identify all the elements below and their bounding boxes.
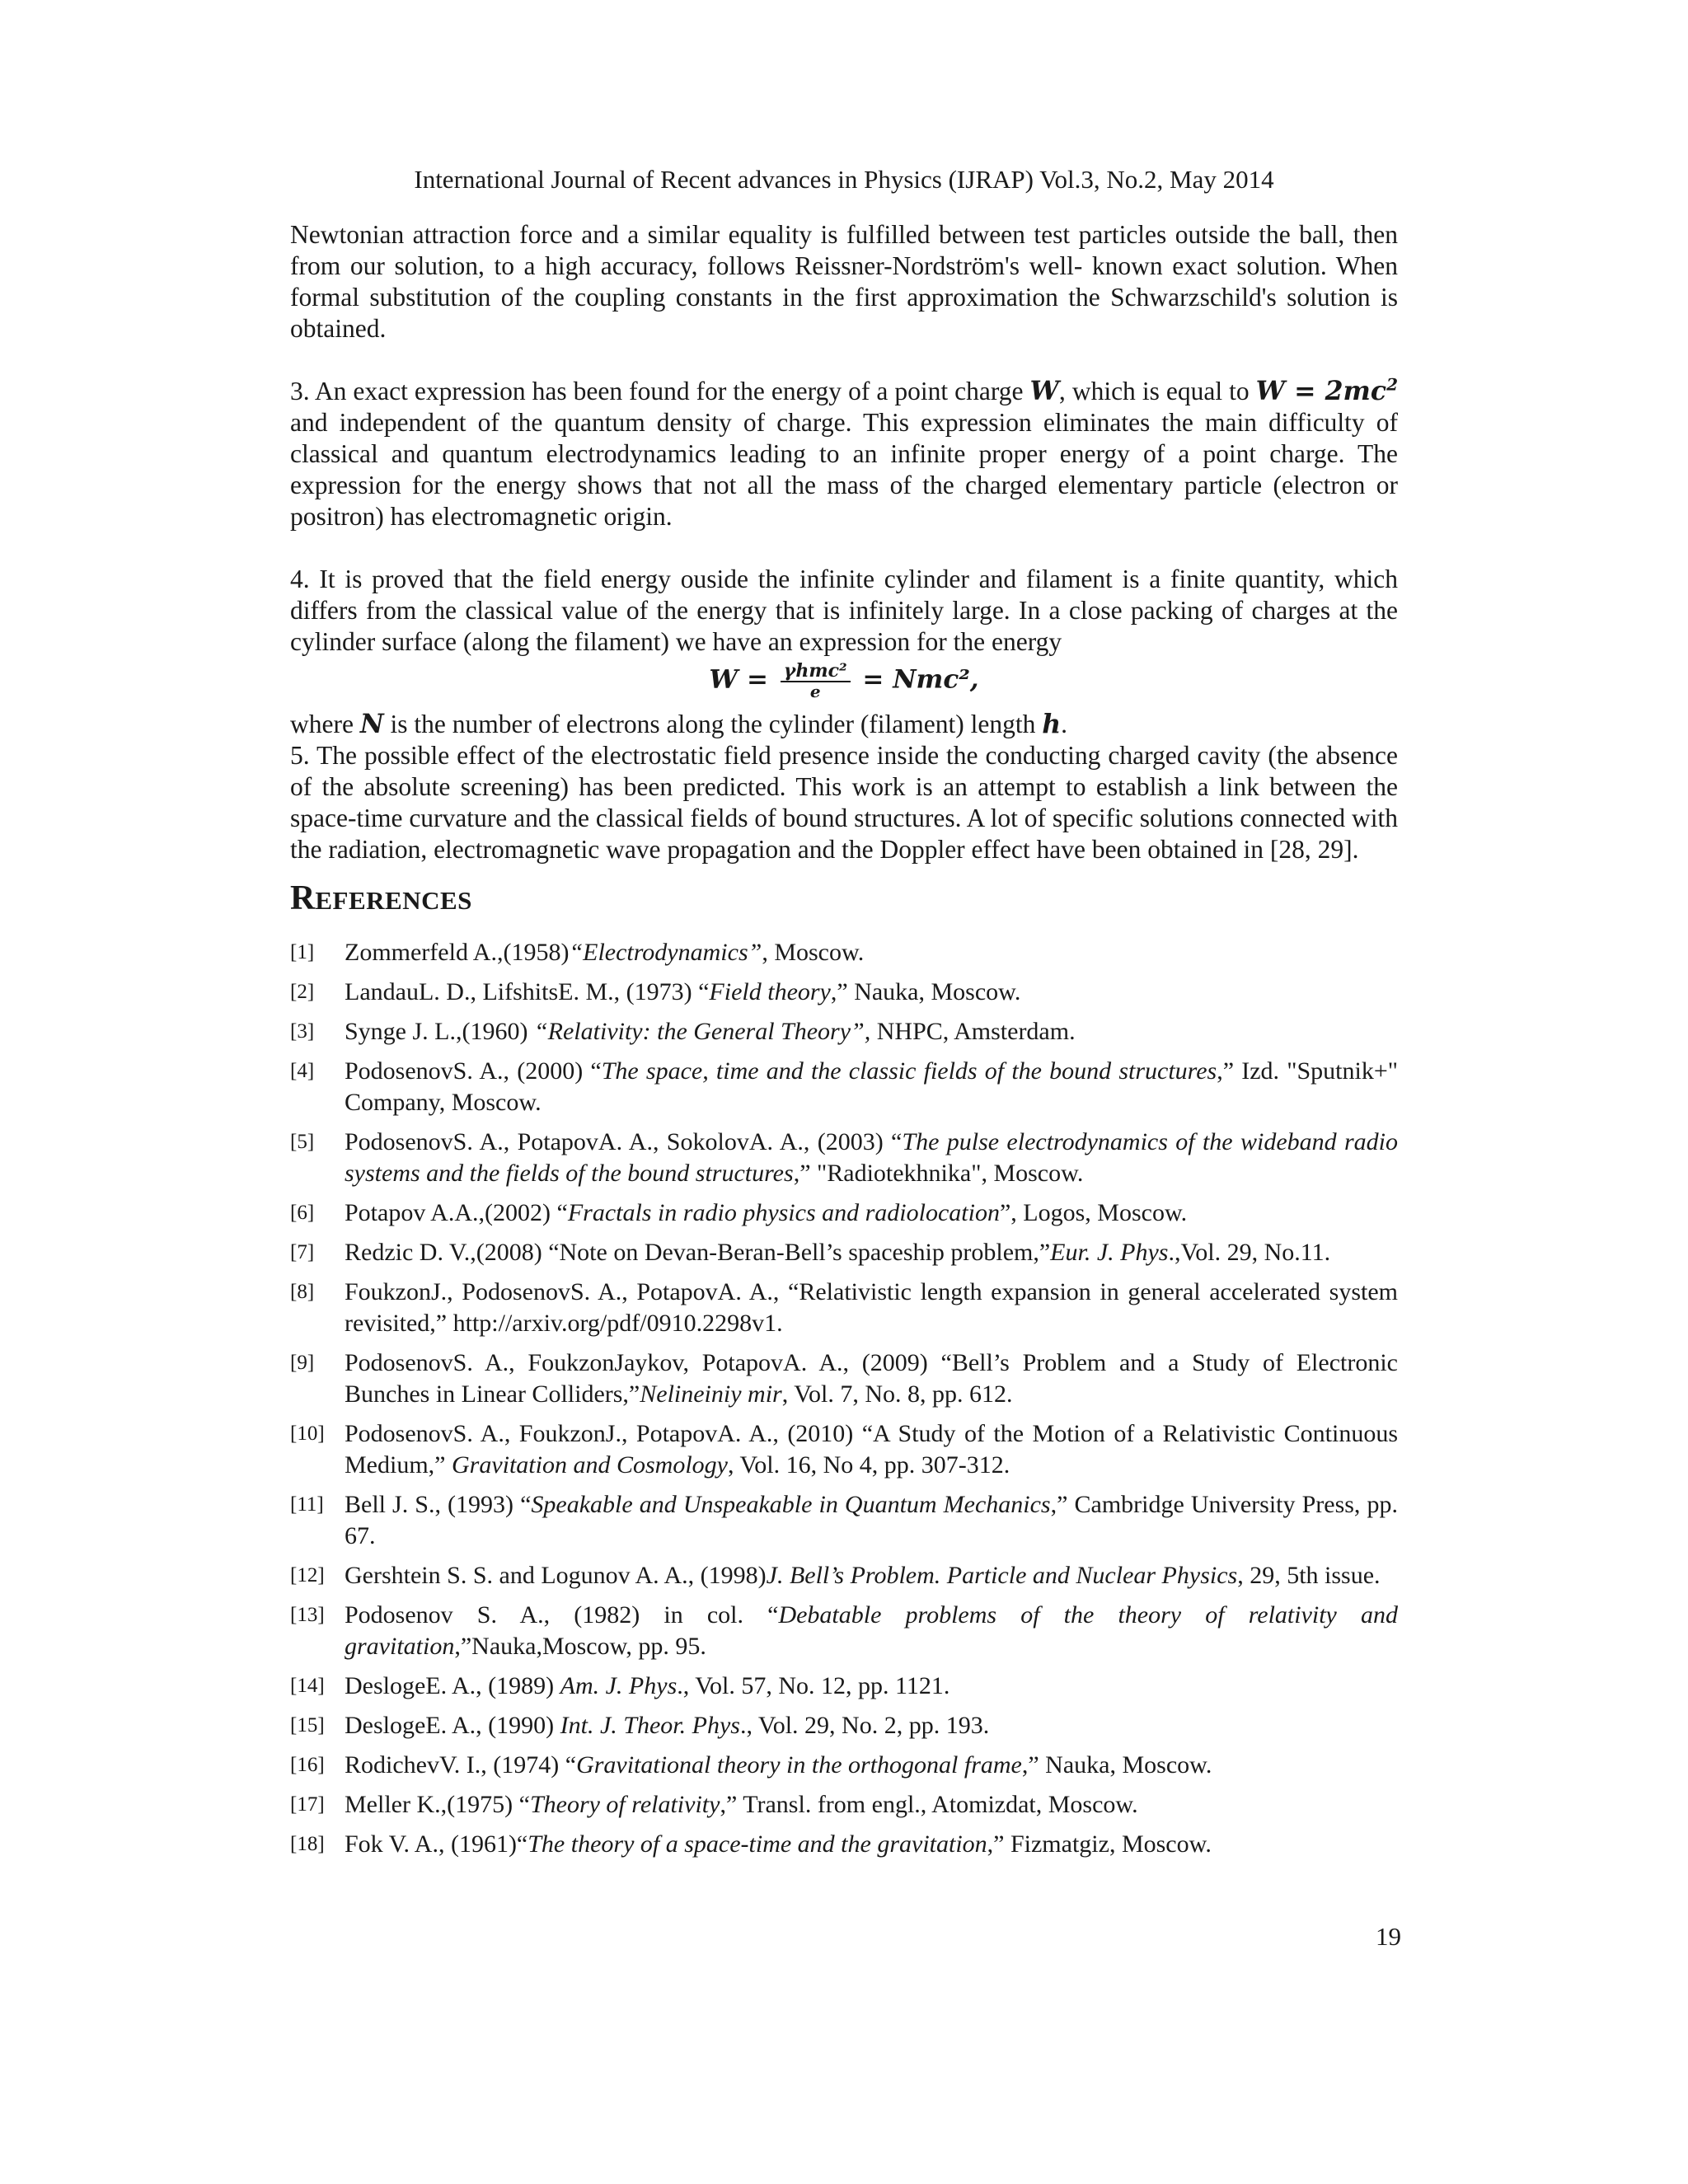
math-n: N [359,709,384,739]
where-text-c: . [1061,710,1068,738]
reference-part: ,” Nauka, Moscow. [830,978,1021,1005]
reference-part: , Vol. 16, No 4, pp. 307-312. [727,1451,1010,1479]
reference-number: [11] [290,1493,324,1516]
reference-part: .,Vol. 29, No.11. [1168,1239,1331,1266]
reference-number: [1] [290,941,315,963]
reference-number: [17] [290,1793,325,1816]
reference-part: Gershtein S. S. and Logunov A. A., (1998) [345,1562,767,1589]
reference-item [290,1056,1398,1118]
reference-number: [4] [290,1060,315,1082]
where-text-a: where [290,710,360,738]
references-heading-rest: EFERENCES [315,886,472,915]
fraction-denominator: e [809,682,821,701]
reference-text [345,1347,1398,1410]
reference-part: NHPC, Amsterdam. [870,1018,1076,1045]
reference-text [345,1600,1398,1662]
reference-number: [3] [290,1020,315,1043]
reference-italic: Nelineiniy mir [640,1380,782,1408]
p3-text-a: 3. An exact expression has been found for the energy of a point charge [290,377,1030,405]
reference-item [290,1197,1398,1229]
paragraph-continuation: Newtonian attraction force and a similar equality is fulfilled between test particles outside the ball, then from our solution, to a high accuracy, follows Reissner-Nordström's well- known exact solution. When formal substitution of the coupling constants in the first approximation the Schwarzschild's solution is obtained. [290,220,1398,343]
reference-part: ,” Nauka, Moscow. [1021,1751,1212,1779]
reference-part: DeslogeE. A., (1989) [345,1672,560,1699]
reference-italic: “Relativity: the General Theory”, [533,1018,871,1045]
reference-item [290,1127,1398,1189]
reference-item [290,1750,1398,1781]
reference-number: [9] [290,1352,315,1374]
reference-text [345,1127,1398,1189]
reference-item [290,977,1398,1008]
reference-item [290,1829,1398,1860]
reference-number: [7] [290,1241,315,1263]
reference-part: Synge J. L.,(1960) [345,1018,534,1045]
reference-italic: Am. J. Phys [560,1672,678,1699]
reference-item [290,1600,1398,1662]
reference-text [345,1197,1398,1229]
reference-item [290,1560,1398,1591]
reference-part: PodosenovS. A., (2000) “ [345,1057,602,1085]
reference-text [345,1750,1398,1781]
equation-rhs: = Nmc², [862,664,979,695]
running-header: International Journal of Recent advances in Physics (IJRAP) Vol.3, No.2, May 2014 [414,165,1274,194]
reference-italic: Gravitation and Cosmology [451,1451,728,1479]
reference-part: DeslogeE. A., (1990) [345,1712,560,1739]
reference-text [345,1056,1398,1118]
math-h: h [1042,709,1062,739]
reference-part: , Moscow. [762,939,865,966]
reference-item [290,937,1398,968]
reference-italic: Int. J. Theor. Phys [560,1712,740,1739]
reference-part: Fok V. A., (1961)“ [345,1830,528,1858]
reference-text [345,1789,1398,1821]
reference-text [345,1710,1398,1741]
reference-part: FoukzonJ., PodosenovS. A., PotapovA. A., “Relativistic length expansion in general accelerated system revisited,” http://arxiv.org/pdf/0910.2298v1. [345,1278,1398,1337]
reference-part: ,”Nauka,Moscow, pp. 95. [454,1633,706,1660]
reference-part: PodosenovS. A., FoukzonJaykov, PotapovA. A., (2009) “Bell’s Problem and a Study of Electronic Bunches in Linear Colliders,” [345,1349,1398,1408]
reference-italic: Gravitational theory in the orthogonal frame [576,1751,1022,1779]
math-w: W [1029,376,1059,406]
reference-text [345,1237,1398,1268]
reference-part: Potapov A.A.,(2002) “ [345,1199,568,1226]
reference-part: PodosenovS. A., PotapovA. A., SokolovA. A., (2003) “ [345,1128,903,1155]
reference-part: ., Vol. 57, No. 12, pp. 1121. [677,1672,950,1699]
page-number: 19 [1376,1922,1401,1951]
reference-italic: Field theory [709,978,831,1005]
reference-part: LandauL. D., LifshitsE. M., (1973) “ [345,978,710,1005]
reference-number: [18] [290,1833,325,1855]
reference-italic: “Electrodynamics” [569,939,762,966]
paragraph-where [290,709,1398,740]
where-text-b: is the number of electrons along the cylinder (filament) length [383,710,1043,738]
reference-number: [13] [290,1604,325,1626]
reference-part: , 29, 5th issue. [1237,1562,1381,1589]
reference-part: ,” Cambridge University Press, pp. 67. [345,1491,1398,1549]
reference-item [290,1489,1398,1552]
reference-italic: The theory of a space-time and the gravitation [528,1830,987,1858]
reference-part: ,” "Radiotekhnika", Moscow. [793,1160,1084,1187]
reference-part: Bell J. S., (1993) “ [345,1491,532,1518]
reference-part: Zommerfeld A.,(1958) [345,939,570,966]
reference-italic: The pulse electrodynamics of the wideband radio systems and the fields of the bound structures [345,1128,1399,1187]
paragraph-item-3 [290,376,1398,532]
reference-text [345,1489,1398,1552]
reference-number: [15] [290,1714,325,1736]
paragraph-item-4: 4. It is proved that the field energy ouside the infinite cylinder and filament is a finite quantity, which differs from the classical value of the energy that is infinitely large. In a close packing of charges at the cylinder surface (along the filament) we have an expression for the energy [290,565,1398,656]
p3-text-b: , which is equal to [1058,377,1256,405]
reference-part: PodosenovS. A., FoukzonJ., PotapovA. A., (2010) “A Study of the Motion of a Relativistic Continuous Medium,” [345,1420,1398,1479]
reference-text [345,1277,1398,1339]
body-text [290,219,1398,1868]
reference-text [345,1016,1398,1047]
reference-italic: Fractals in radio physics and radiolocation [567,1199,1000,1226]
references-heading [290,880,1398,919]
reference-number: [14] [290,1675,325,1697]
reference-part: Redzic D. V.,(2008) “Note on Devan-Beran-Bell’s spaceship problem,” [345,1239,1051,1266]
reference-item [290,1418,1398,1481]
reference-part: Podosenov S. A., (1982) in col. “ [345,1601,779,1629]
reference-part: ., Vol. 29, No. 2, pp. 193. [739,1712,990,1739]
reference-number: [5] [290,1131,315,1153]
reference-number: [12] [290,1564,325,1586]
reference-item [290,1347,1398,1410]
reference-part: ,” Transl. from engl., Atomizdat, Moscow. [720,1791,1138,1818]
reference-item [290,1237,1398,1268]
references-heading-initial: R [290,879,316,917]
reference-number: [10] [290,1422,325,1445]
reference-part: ”, Logos, Moscow. [999,1199,1188,1226]
reference-part: Meller K.,(1975) “ [345,1791,530,1818]
reference-item [290,1016,1398,1047]
reference-part: ,” Fizmatgiz, Moscow. [987,1830,1212,1858]
reference-item [290,1277,1398,1339]
reference-part: RodichevV. I., (1974) “ [345,1751,577,1779]
reference-italic: Theory of relativity [529,1791,720,1818]
equation-fraction [781,661,851,701]
p3-text-c: and independent of the quantum density of charge. This expression eliminates the main difficulty of classical and quantum electrodynamics leading to an infinite proper energy of a point charge. The expression for the energy shows that not all the mass of the charged elementary particle (electron or positron) has electromagnetic origin. [290,408,1398,531]
reference-part: , Vol. 7, No. 8, pp. 612. [781,1380,1013,1408]
reference-part: ,” Izd. "Sputnik+" Company, Moscow. [345,1057,1398,1116]
reference-italic: Eur. J. Phys [1050,1239,1169,1266]
math-energy-exponent: 2 [1386,374,1398,395]
reference-list [290,937,1398,1860]
reference-text [345,1418,1398,1481]
reference-number: [8] [290,1281,315,1303]
reference-item [290,1789,1398,1821]
reference-italic: The space, time and the classic fields of the bound structures [601,1057,1217,1085]
math-energy-equation [1256,376,1398,406]
reference-italic: J. Bell’s Problem. Particle and Nuclear Physics [766,1562,1238,1589]
reference-text [345,937,1398,968]
reference-item [290,1671,1398,1702]
reference-number: [16] [290,1754,325,1776]
reference-item [290,1710,1398,1741]
reference-italic: Debatable problems of the theory of relativity and gravitation [345,1601,1398,1660]
reference-number: [6] [290,1202,315,1224]
paragraph-item-5: 5. The possible effect of the electrostatic field presence inside the conducting charged cavity (the absence of the absolute screening) has been predicted. This work is an attempt to establish a link between the space-time curvature and the classical fields of bound structures. A lot of specific solutions connected with the radiation, electromagnetic wave propagation and the Doppler effect have been obtained in [28, 29]. [290,741,1398,864]
reference-text [345,1829,1398,1860]
reference-text [345,977,1398,1008]
math-energy-base: W = 2mc [1255,376,1387,406]
reference-text [345,1671,1398,1702]
reference-text [345,1560,1398,1591]
fraction-numerator: γhmc² [781,661,851,682]
reference-italic: Speakable and Unspeakable in Quantum Mechanics [531,1491,1051,1518]
equation-lhs: W = [709,664,768,695]
display-equation [290,661,1398,701]
reference-number: [2] [290,981,315,1003]
